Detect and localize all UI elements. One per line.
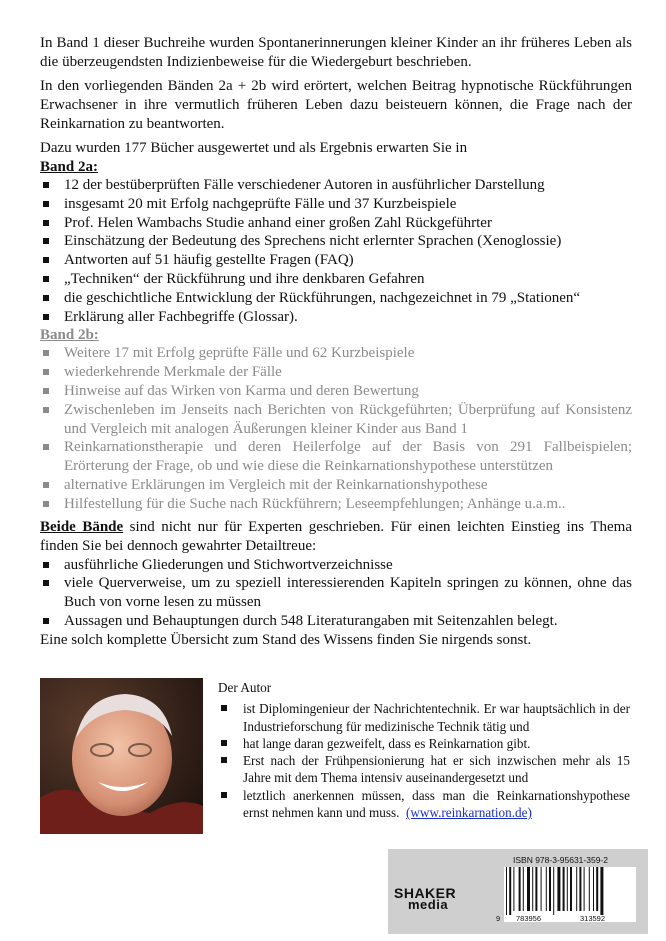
list-item: letztlich anerkennen müssen, dass man die Reinkarnationshypothese ernst nehmen kann und muss. (www.reinkarnation.de) bbox=[218, 787, 630, 822]
list-item: viele Querverweise, um zu speziell interessierenden Kapiteln springen zu können, ohne das Buch von vorne lesen zu müssen bbox=[40, 574, 632, 612]
list-item: 12 der bestüberprüften Fälle verschiedener Autoren in ausführlicher Darstellung bbox=[40, 176, 632, 195]
publisher-logo: SHAKER media bbox=[394, 885, 457, 912]
barcode-bar bbox=[570, 867, 572, 911]
bullet-icon bbox=[43, 580, 49, 586]
barcode-bar bbox=[523, 867, 524, 911]
list-item: Hilfestellung für die Suche nach Rückführern; Leseempfehlungen; Anhänge u.a.m.. bbox=[40, 495, 632, 514]
list-item: ist Diplomingenieur der Nachrichtentechnik. Er war hauptsächlich in der Industrieforschung für medizinische Technik tätig und bbox=[218, 700, 630, 735]
barcode-bar bbox=[567, 867, 568, 911]
bullet-icon bbox=[43, 562, 49, 568]
barcode-bar bbox=[589, 867, 590, 911]
website-link[interactable]: (www.reinkarnation.de) bbox=[406, 805, 532, 821]
bullet-icon bbox=[221, 757, 227, 763]
list-item: Zwischenleben im Jenseits nach Berichten von Rückgeführten; Überprüfung auf Konsistenz und Vergleich mit analogen Äußerungen kleiner Kinder aus Band 1 bbox=[40, 401, 632, 439]
barcode-bar bbox=[600, 867, 603, 915]
barcode-bar bbox=[596, 867, 598, 911]
bullet-icon bbox=[43, 295, 49, 301]
bullet-icon bbox=[43, 350, 49, 356]
author-portrait-icon bbox=[40, 678, 203, 834]
barcode-digit-prefix: 9 bbox=[496, 914, 501, 923]
barcode-bar bbox=[549, 867, 551, 911]
barcode-bar bbox=[579, 867, 581, 911]
band-2b-list bbox=[40, 344, 632, 513]
back-cover-text bbox=[40, 34, 632, 650]
barcode-bar bbox=[541, 867, 542, 911]
list-item: Erklärung aller Fachbegriffe (Glossar). bbox=[40, 308, 632, 327]
band-2a-section bbox=[40, 158, 632, 326]
barcode-bar bbox=[553, 867, 554, 915]
author-section bbox=[218, 679, 630, 821]
barcode-bar bbox=[535, 867, 537, 911]
list-item: insgesamt 20 mit Erfolg nachgeprüfte Fälle und 37 Kurzbeispiele bbox=[40, 195, 632, 214]
barcode-bar bbox=[563, 867, 565, 911]
bullet-icon bbox=[43, 369, 49, 375]
list-item: Reinkarnationstherapie und deren Heilerfolge auf der Basis von 291 Fallbeispielen; Erörterung der Frage, ob und wie diese die Reinkarnationshypothese unterstützen bbox=[40, 438, 632, 476]
bullet-icon bbox=[221, 705, 227, 711]
list-item: Erst nach der Frühpensionierung hat er sich inzwischen mehr als 15 Jahre mit dem Thema intensiv auseinandergesetzt und bbox=[218, 752, 630, 787]
list-item: Aussagen und Behauptungen durch 548 Literaturangaben mit Seitenzahlen belegt. bbox=[40, 612, 632, 631]
intro-paragraph-3: Dazu wurden 177 Bücher ausgewertet und als Ergebnis erwarten Sie in bbox=[40, 140, 468, 156]
bullet-icon bbox=[43, 618, 49, 624]
list-item: Prof. Helen Wambachs Studie anhand einer großen Zahl Rückgeführter bbox=[40, 214, 632, 233]
bullet-icon bbox=[221, 792, 227, 798]
list-item: alternative Erklärungen im Vergleich mit der Reinkarnationshypothese bbox=[40, 476, 632, 495]
list-item: wiederkehrende Merkmale der Fälle bbox=[40, 363, 632, 382]
both-volumes-section bbox=[40, 518, 632, 650]
list-item: ausführliche Gliederungen und Stichwortverzeichnisse bbox=[40, 556, 632, 575]
author-heading: Der Autor bbox=[218, 680, 272, 695]
bullet-icon bbox=[43, 182, 49, 188]
list-item: Weitere 17 mit Erfolg geprüfte Fälle und 62 Kurzbeispiele bbox=[40, 344, 632, 363]
bullet-icon bbox=[43, 314, 49, 320]
intro-paragraph-1: In Band 1 dieser Buchreihe wurden Spontanerinnerungen kleiner Kinder an ihr früheres Leben als die überzeugendsten Indizienbeweise für die Wiedergeburt beschrieben. bbox=[40, 35, 632, 70]
barcode-bar bbox=[546, 867, 547, 911]
bullet-icon bbox=[43, 257, 49, 263]
bullet-icon bbox=[221, 740, 227, 746]
list-item: hat lange daran gezweifelt, dass es Reinkarnation gibt. bbox=[218, 735, 630, 752]
barcode-bar bbox=[532, 867, 533, 911]
bullet-icon bbox=[43, 388, 49, 394]
bullet-icon bbox=[43, 276, 49, 282]
closing-sentence: Eine solch komplette Übersicht zum Stand des Wissens finden Sie nirgends sonst. bbox=[40, 631, 532, 648]
bullet-icon bbox=[43, 238, 49, 244]
author-list bbox=[218, 700, 630, 821]
bullet-icon bbox=[43, 220, 49, 226]
barcode-bar bbox=[509, 867, 511, 915]
bullet-icon bbox=[43, 407, 49, 413]
band-2b-heading: Band 2b: bbox=[40, 327, 99, 344]
band-2a-list bbox=[40, 176, 632, 326]
barcode-bar bbox=[584, 867, 585, 911]
barcode-digits-right: 313592 bbox=[580, 914, 606, 923]
bullet-icon bbox=[43, 201, 49, 207]
bullet-icon bbox=[43, 482, 49, 488]
author-photo bbox=[40, 678, 203, 834]
barcode-bar bbox=[506, 867, 507, 915]
barcode-bar bbox=[513, 867, 514, 911]
barcode-bar bbox=[519, 867, 521, 911]
list-item: „Techniken“ der Rückführung und ihre denkbaren Gefahren bbox=[40, 270, 632, 289]
both-volumes-intro: Beide Bände sind nicht nur für Experten geschrieben. Für einen leichten Einstieg ins Thema finden Sie bei dennoch gewahrter Detailtreue: bbox=[40, 518, 632, 554]
both-volumes-list bbox=[40, 556, 632, 631]
band-2a-heading: Band 2a: bbox=[40, 159, 98, 175]
barcode-bar bbox=[593, 867, 594, 911]
list-item: Einschätzung der Bedeutung des Sprechens nicht erlernter Sprachen (Xenoglossie) bbox=[40, 232, 632, 251]
barcode-bar bbox=[527, 867, 530, 911]
barcode-digits-left: 783956 bbox=[516, 914, 542, 923]
bullet-icon bbox=[43, 501, 49, 507]
barcode-area bbox=[388, 849, 648, 934]
intro-paragraph-2: In den vorliegenden Bänden 2a + 2b wird erörtert, welchen Beitrag hypnotische Rückführungen Erwachsener in ihre vermutlich früheren Leben dazu beisteuern können, die Frage nach der Reinkarnation zu beantworten. bbox=[40, 78, 632, 132]
barcode-icon bbox=[504, 867, 636, 915]
barcode-bar bbox=[576, 867, 577, 911]
bullet-icon bbox=[43, 444, 49, 450]
both-volumes-heading: Beide Bände bbox=[40, 518, 124, 535]
list-item: Hinweise auf das Wirken von Karma und deren Bewertung bbox=[40, 382, 632, 401]
barcode-bar bbox=[557, 867, 560, 911]
list-item: Antworten auf 51 häufig gestellte Fragen (FAQ) bbox=[40, 251, 632, 270]
list-item: die geschichtliche Entwicklung der Rückführungen, nachgezeichnet in 79 „Stationen“ bbox=[40, 289, 632, 308]
band-2b-section bbox=[40, 326, 632, 513]
isbn-text: ISBN 978-3-95631-359-2 bbox=[513, 855, 608, 865]
